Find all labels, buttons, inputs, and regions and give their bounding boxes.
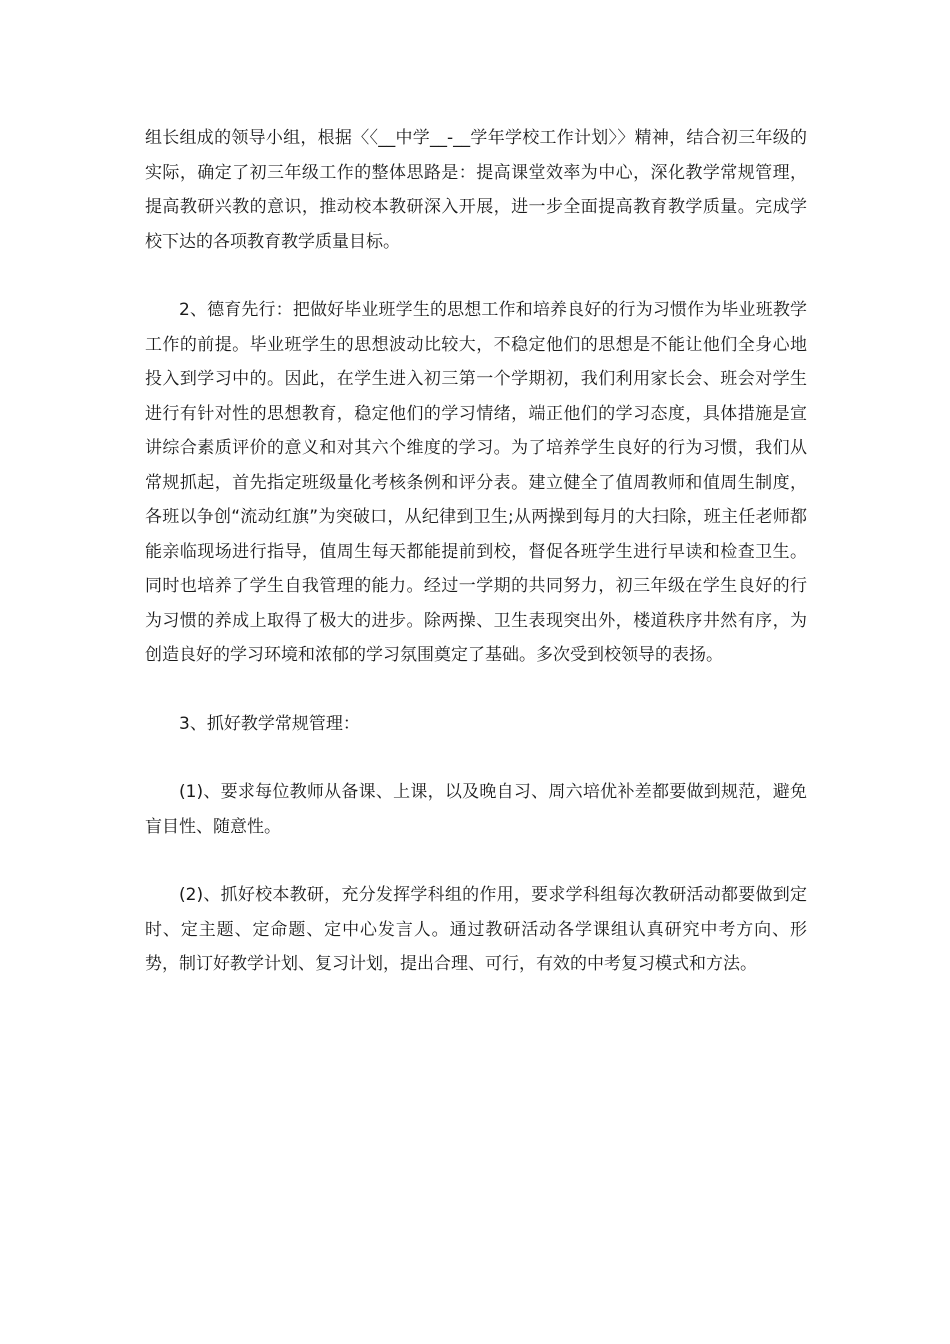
paragraph-leadership-group: 组长组成的领导小组，根据〈〈__中学__-__学年学校工作计划〉〉精神，结合初三年级的实际，确定了初三年级工作的整体思路是：提高课堂效率为中心，深化教学常规管理，提高教研兴教的意识，推动校本教研深入开展，进一步全面提高教育教学质量。完成学校下达的各项教育教学质量目标。 <box>145 128 807 252</box>
paragraph-item-2: (2)、抓好校本教研，充分发挥学科组的作用，要求学科组每次教研活动都要做到定时、定主题、定命题、定中心发言人。通过教研活动各学课组认真研究中考方向、形势，制订好教学计划、复习计划，提出合理、可行，有效的中考复习模式和方法。 <box>145 885 807 974</box>
document-body <box>145 121 807 982</box>
paragraph-item-1: (1)、要求每位教师从备课、上课，以及晚自习、周六培优补差都要做到规范，避免盲目性、随意性。 <box>145 782 807 837</box>
paragraph-teaching-routine-heading: 3、抓好教学常规管理： <box>179 713 360 734</box>
paragraph-moral-education: 2、德育先行：把做好毕业班学生的思想工作和培养良好的行为习惯作为毕业班教学工作的前提。毕业班学生的思想波动比较大，不稳定他们的思想是不能让他们全身心地投入到学习中的。因此，在学生进入初三第一个学期初，我们利用家长会、班会对学生进行有针对性的思想教育，稳定他们的学习情绪，端正他们的学习态度，具体措施是宣讲综合素质评价的意义和对其六个维度的学习。为了培养学生良好的行为习惯，我们从常规抓起，首先指定班级量化考核条例和评分表。建立健全了值周教师和值周生制度，各班以争创“流动红旗”为突破口，从纪律到卫生;从两操到每月的大扫除，班主任老师都能亲临现场进行指导，值周生每天都能提前到校，督促各班学生进行早读和检查卫生。同时也培养了学生自我管理的能力。经过一学期的共同努力，初三年级在学生良好的行为习惯的养成上取得了极大的进步。除两操、卫生表现突出外，楼道秩序井然有序，为创造良好的学习环境和浓郁的学习氛围奠定了基础。多次受到校领导的表扬。 <box>145 300 807 665</box>
